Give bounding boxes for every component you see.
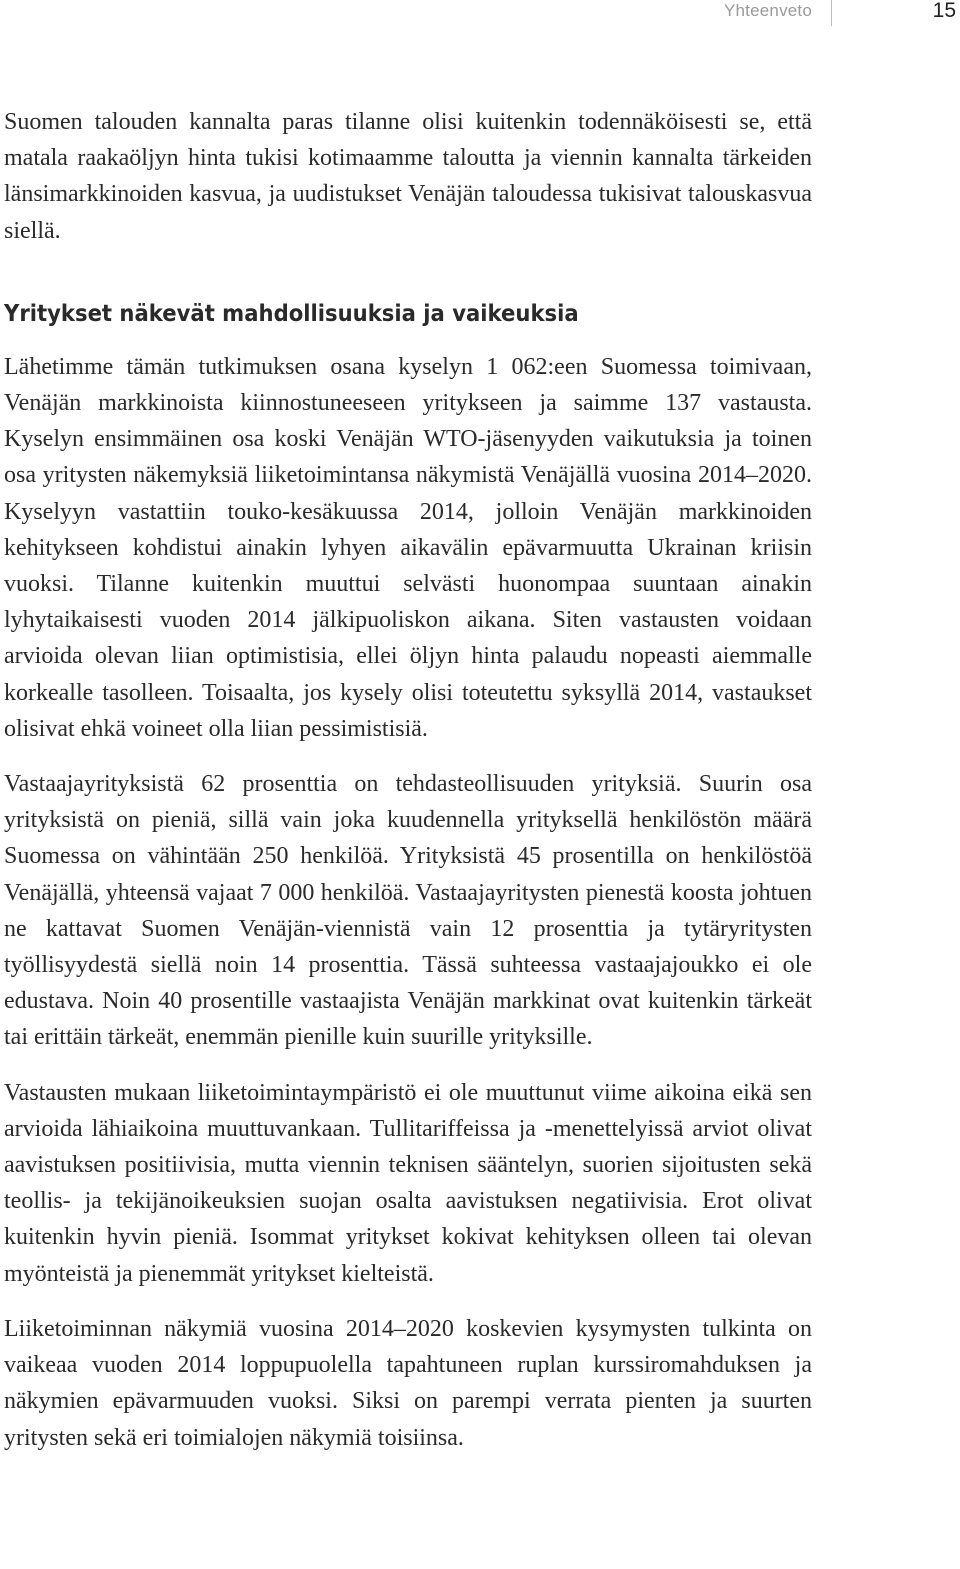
intro-paragraph: Suomen talouden kannalta paras tilanne olisi kuitenkin todennäköisesti se, että matala raakaöljyn hinta tukisi kotimaamme taloutta ja viennin kannalta tärkeiden länsimarkkinoiden kasvua, ja uudistukset Venäjän taloudessa tukisivat talouskasvua siellä. xyxy=(4,109,812,244)
paragraph-survey: Lähetimme tämän tutkimuksen osana kyselyn 1 062:een Suomessa toimivaan, Venäjän markkinoista kiinnostuneeseen yritykseen ja saimme 137 vastausta. Kyselyn ensimmäinen osa koski Venäjän WTO-jäsenyyden vaikutuksia ja toinen osa yritysten näkemyksiä liiketoimintansa näkymistä Venäjällä vuosina 2014–2020. Kyselyyn vastattiin touko-kesäkuussa 2014, jolloin Venäjän markkinoiden kehitykseen kohdistui ainakin lyhyen aikavälin epävarmuutta Ukrainan kriisin vuoksi. Tilanne kuitenkin muuttui selvästi huonompaa suuntaan ainakin lyhytaikaisesti vuoden 2014 jälkipuoliskon aikana. Siten vastausten voidaan arvioida olevan liian optimistisia, ellei öljyn hinta palaudu nopeasti aiemmalle korkealle tasolleen. Toisaalta, jos kysely olisi toteutettu syksyllä 2014, vastaukset olisivat ehkä voineet olla liian pessimistisiä. xyxy=(4,353,812,742)
header-divider xyxy=(831,0,832,26)
paragraph-respondents: Vastaajayrityksistä 62 prosenttia on tehdasteollisuuden yrityksiä. Suurin osa yrityksistä on pieniä, sillä vain joka kuudennella yrityksellä henkilöstön määrä Suomessa on vähintään 250 henkilöä. Yrityksistä 45 prosentilla on henkilöstöä Venäjällä, yhteensä vajaat 7 000 henkilöä. Vastaajayritysten pienestä koosta johtuen ne kattavat Suomen Venäjän-viennistä vain 12 prosenttia ja tytäryritysten työllisyydestä siellä noin 14 prosenttia. Tässä suhteessa vastaajajoukko ei ole edustava. Noin 40 prosentille vastaajista Venäjän markkinat ovat kuitenkin tärkeät tai erittäin tärkeät, enemmän pienille kuin suurille yrityksille. xyxy=(4,771,812,1051)
running-header xyxy=(0,0,960,26)
main-text xyxy=(4,104,812,1456)
running-header-section-title: Yhteenveto xyxy=(723,1,812,20)
paragraph-business-outlook: Liiketoiminnan näkymiä vuosina 2014–2020 koskevien kysymysten tulkinta on vaikeaa vuoden 2014 loppupuolella tapahtuneen ruplan kurssiromahduksen ja näkymien epävarmuuden vuoksi. Siksi on parempi verrata pienten ja suurten yritysten sekä eri toimialojen näkymiä toisiinsa. xyxy=(4,1315,812,1451)
paragraph-business-environment: Vastausten mukaan liiketoimintaympäristö ei ole muuttunut viime aikoina eikä sen arvioida lähiaikoina muuttuvankaan. Tullitariffeissa ja -menettelyissä arviot olivat aavistuksen positiivisia, mutta viennin teknisen sääntelyn, suorien sijoitusten sekä teollis- ja tekijänoikeuksien suojan osalta aavistuksen negatiivisia. Erot olivat kuitenkin hyvin pieniä. Isommat yritykset kokivat kehityksen olleen tai olevan myönteistä ja pienemmät yritykset kielteistä. xyxy=(4,1079,812,1287)
section-heading: Yritykset näkevät mahdollisuuksia ja vaikeuksia xyxy=(4,300,579,327)
page-number: 15 xyxy=(932,0,956,22)
